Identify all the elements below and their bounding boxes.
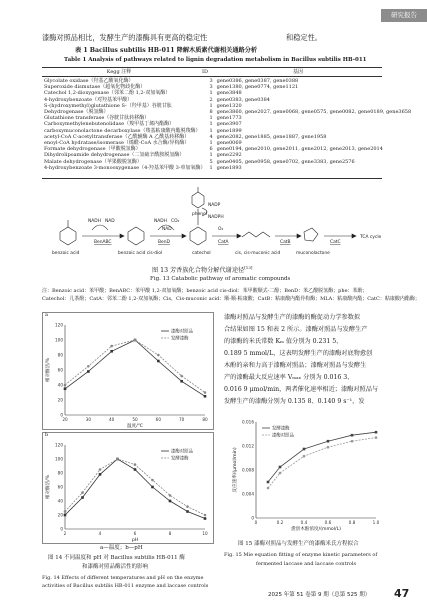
data-point bbox=[157, 354, 160, 357]
data-point bbox=[279, 466, 282, 469]
enzyme-label: CatC bbox=[330, 240, 341, 245]
compound-label: cis, cis-muconic acid bbox=[235, 251, 281, 256]
table1-cell-id: 1 bbox=[209, 127, 213, 134]
table1-cell-gene: gene3860, gene2027, gene0068, gene0575, gene0082, gene0189, gene3658 bbox=[216, 109, 412, 116]
y-tick-label: 0.012 bbox=[242, 443, 254, 449]
data-point bbox=[351, 440, 354, 443]
fig13-caption-cn bbox=[152, 264, 252, 274]
legend-label: 发酵漆酶 bbox=[171, 336, 189, 342]
data-point bbox=[157, 360, 160, 363]
data-point bbox=[87, 365, 90, 368]
table1-cell-kegg: Malate dehydrogenase（苹果酸脱氢酶） bbox=[44, 158, 142, 165]
catechol-ring bbox=[190, 227, 206, 245]
table1-cell-gene: gene0069 bbox=[216, 140, 242, 147]
data-point bbox=[303, 448, 306, 451]
table1-cell-id: 1 bbox=[209, 115, 213, 122]
fig14a-chart bbox=[42, 312, 214, 430]
compound-label: benzoic acid bbox=[52, 251, 80, 256]
legend-label: 漆酶对照品 bbox=[272, 433, 294, 439]
table1-cell-id: 3 bbox=[209, 78, 213, 84]
table1-cell-gene: gene1899 bbox=[216, 127, 242, 134]
muconolactone-ring bbox=[304, 228, 318, 241]
table1-cell-id: 1 bbox=[209, 90, 213, 97]
data-point bbox=[81, 496, 84, 499]
x-tick-label: 6 bbox=[133, 531, 137, 536]
table1-cell-id: 1 bbox=[209, 164, 213, 171]
x-tick-label: 10 bbox=[202, 531, 208, 536]
table1-cell-gene: gene1893 bbox=[216, 164, 242, 171]
table1-body bbox=[42, 78, 412, 171]
cofactor-label: NADP bbox=[208, 203, 221, 208]
data-point bbox=[180, 380, 183, 383]
x-tick-label: 40 bbox=[108, 417, 115, 422]
compound-label: benzoic acid cis-diol bbox=[118, 251, 163, 256]
table1-cell-kegg: Glycolate oxidase（羟基乙酸氧化酶） bbox=[44, 78, 134, 84]
journal-info: 2025 年第 51 卷第 9 期（总第 525 期） bbox=[268, 592, 371, 598]
data-point bbox=[99, 468, 102, 471]
y-axis-label: 相对酶活/% bbox=[46, 357, 51, 383]
series-line-1 bbox=[268, 438, 376, 488]
fig14a-svg bbox=[43, 313, 213, 429]
table1 bbox=[42, 69, 382, 75]
fig14b-chart bbox=[42, 432, 214, 544]
table1-cell-kegg: 4-hydroxybenzoate 3-monooxygenase（4-羟基苯甲酸 3-单加氧酶） bbox=[44, 164, 206, 171]
fig14-caption-en2: activities of Bacillus subtilis HB-011 enzyme and laccase controls bbox=[42, 583, 209, 589]
y-tick-label: 80 bbox=[57, 470, 63, 476]
data-point bbox=[351, 434, 354, 437]
table1-cell-gene: gene0405, gene0958, gene0702, gene3383, gene2576 bbox=[216, 158, 355, 165]
fig15-svg bbox=[230, 414, 382, 532]
cofactor-label: NADH bbox=[88, 219, 101, 224]
table1-cell-id: 8 bbox=[209, 109, 213, 116]
body-line: 漆酶对照品与发酵生产的漆酶的酶促动力学参数拟 bbox=[224, 314, 361, 321]
data-point bbox=[64, 510, 67, 513]
y-tick-label: 60 bbox=[57, 367, 63, 373]
fig15-caption-en: Fig. 15 Mie equation fitting of enzyme kinetic parameters of bbox=[224, 552, 378, 558]
data-point bbox=[134, 339, 137, 342]
x-tick-label: 0.6 bbox=[324, 520, 332, 525]
table1-cell-id: 1 bbox=[209, 121, 213, 128]
body-text bbox=[224, 312, 384, 408]
cofactor-label: NAD bbox=[162, 227, 172, 232]
data-point bbox=[375, 436, 378, 439]
y-axis-label: 相对酶活/% bbox=[46, 474, 51, 500]
data-point bbox=[169, 500, 172, 503]
table1-cell-id: 3 bbox=[209, 84, 213, 91]
x-axis-label: pH bbox=[131, 538, 139, 543]
data-point bbox=[64, 387, 67, 390]
x-tick-label: 50 bbox=[132, 417, 138, 422]
data-point bbox=[279, 472, 282, 475]
data-point bbox=[327, 446, 330, 449]
y-tick-label: 20 bbox=[57, 397, 63, 403]
x-tick-label: 70 bbox=[178, 417, 185, 422]
table1-cell-id: 5 bbox=[209, 158, 213, 165]
enzyme-label: CatB bbox=[280, 240, 291, 245]
data-point bbox=[116, 458, 119, 461]
y-tick-label: 120 bbox=[55, 322, 63, 328]
table1-cell-gene: gene0194, gene2010, gene2011, gene2012, gene2013, gene2014 bbox=[216, 146, 383, 153]
intro-text-right: 和稳定性。 bbox=[286, 33, 322, 42]
x-tick-label: 8 bbox=[168, 531, 172, 536]
compound-label: muconolactone bbox=[296, 251, 330, 256]
body-line: 产的漆酶最大反应速率 Vₘₐₓ 分别为 0.016 3、 bbox=[224, 374, 354, 381]
y-tick-label: 0.008 bbox=[242, 467, 254, 473]
data-point bbox=[64, 384, 67, 387]
x-tick-label: 20 bbox=[62, 417, 68, 422]
y-tick-label: 100 bbox=[55, 456, 63, 462]
table1-cell-id: 1 bbox=[209, 102, 213, 109]
x-axis-label: 温度/℃ bbox=[127, 424, 143, 429]
data-point bbox=[375, 431, 378, 434]
y-tick-label: 0 bbox=[251, 515, 254, 521]
body-line: 0.189 5 mmol/L，这表明发酵生产的漆酶对底物愈创 bbox=[224, 350, 373, 357]
table1-cell-kegg: 4-hydroxybenzoate（对羟基苯甲酸） bbox=[44, 96, 133, 103]
x-tick-label: 1.0 bbox=[372, 520, 380, 525]
compound-label: phenol bbox=[192, 212, 207, 217]
cofactor-label: NAD bbox=[105, 219, 115, 224]
table1-header-gene: 基因 bbox=[292, 69, 303, 75]
compound-label: catechol bbox=[192, 251, 211, 256]
table1-cell-kegg: Glutathione transferase（谷胱甘肽转移酶） bbox=[44, 115, 150, 122]
body-line: 的漆酶的米氏常数 Kₘ 值分别为 0.231 5、 bbox=[224, 338, 343, 345]
table1-cell-kegg: Dihydrolipoamide dehydrogenase（二氢硫辛酰胺脱氢酶） bbox=[44, 152, 185, 159]
x-tick-label: 4 bbox=[98, 531, 102, 536]
data-point bbox=[204, 514, 207, 517]
table1-cell-id: 1 bbox=[209, 140, 213, 147]
data-point bbox=[327, 440, 330, 443]
y-tick-label: 80 bbox=[57, 352, 63, 358]
x-tick-label: 0.2 bbox=[276, 520, 284, 525]
data-point bbox=[303, 455, 306, 458]
table1-cell-kegg: Catechol 1,2-dioxygenase（邻苯二酚 1,2-双加氧酶） bbox=[44, 90, 171, 97]
body-line: 木酚的亲和力高于漆酶对照品；漆酶对照品与发酵生 bbox=[224, 362, 367, 369]
muconic-acid-chain bbox=[242, 232, 270, 237]
series-line-0 bbox=[65, 459, 205, 519]
cofactor-label: CO₂ bbox=[171, 219, 180, 224]
body-line: 0.016 9 μmol/min，两者催化速率相近；漆酶对照品与 bbox=[224, 386, 379, 393]
enzyme-label: BenABC bbox=[94, 240, 112, 245]
fig14-caption-cn: 图 14 不同温度和 pH 对 Bacillus subtilis HB-011 酶 bbox=[48, 555, 185, 561]
table1-cell-gene: gene0383, gene0384 bbox=[216, 96, 270, 103]
fig13-note-1: 注：Benzoic acid：苯甲酸；BenABC：苯甲酸 1,2-双加氧酶；benzoic acid cis-diol：苯甲酸顺式-二醇；BenD：苯乙酸脱氢酶；phe：苯酚； bbox=[42, 288, 368, 294]
y-tick-label: 100 bbox=[55, 337, 63, 343]
phenol-ring bbox=[192, 192, 204, 208]
legend-label: 漆酶对照品 bbox=[171, 449, 193, 455]
data-point bbox=[186, 505, 189, 508]
x-tick-label: 0.8 bbox=[348, 520, 356, 525]
table1-header-kegg: Kegg 注释 bbox=[106, 69, 132, 75]
data-point bbox=[110, 345, 113, 348]
table1-cell-kegg: enoyl-CoA hydratase/isomerase（烯酰-CoA 水合酶/异构酶） bbox=[44, 140, 190, 147]
section-badge: 研究报告 bbox=[381, 9, 427, 22]
page-number: 47 bbox=[394, 587, 410, 600]
data-point bbox=[99, 473, 102, 476]
table1-cell-id: 2 bbox=[209, 96, 213, 103]
x-tick-label: 0 bbox=[254, 520, 258, 525]
table1-cell-id: 6 bbox=[209, 146, 213, 153]
pathway-diagram bbox=[42, 182, 392, 260]
data-point bbox=[267, 487, 270, 490]
data-point bbox=[267, 481, 270, 484]
data-point bbox=[186, 510, 189, 513]
data-point bbox=[169, 494, 172, 497]
table1-cell-gene: gene0386, gene0387, gene0388 bbox=[216, 78, 299, 84]
series-line-1 bbox=[65, 459, 205, 515]
y-axis-label: 反应速率/(μmol/min) bbox=[233, 447, 238, 493]
table1-header-rule bbox=[42, 76, 382, 77]
table1-cell-gene: gene1773 bbox=[216, 115, 242, 122]
cofactor-label: NADH bbox=[154, 219, 167, 224]
data-point bbox=[87, 370, 90, 373]
table1-cell-id: 1 bbox=[209, 152, 213, 159]
data-point bbox=[204, 391, 207, 394]
x-axis-label: 愈创木酚浓度/(mmol/L) bbox=[291, 527, 341, 532]
table1-cell-kegg: Carboxymethylenebutenolidase（羧甲基丁烯内酯酶） bbox=[44, 121, 175, 128]
data-point bbox=[134, 463, 137, 466]
y-tick-label: 120 bbox=[55, 442, 63, 448]
table1-header-row bbox=[42, 69, 382, 75]
fig13-note-2: Catechol：儿茶酚；CatA：邻苯二酚 1,2-双加氧酶；Cis，Cis-muconic acid：顺-顺-粘康酸；CatB：粘康酸内酯异构酶；MLA：粘康酸内酯；CatC：粘康酸内酯酶； bbox=[42, 296, 420, 302]
y-tick-label: 40 bbox=[57, 498, 63, 504]
body-line: 合结果如图 15 和表 2 所示。漆酶对照品与发酵生产 bbox=[224, 326, 368, 333]
table1-title-en: Table 1 Analysis of pathways related to lignin degradation metabolism in Bacillus subtilis HB-011 bbox=[64, 57, 367, 63]
enzyme-label: BenD bbox=[158, 240, 170, 245]
table1-cell-kegg: Formate dehydrogenase（甲酸脱氢酶） bbox=[44, 146, 141, 153]
table1-row bbox=[42, 165, 413, 171]
data-point bbox=[134, 468, 137, 471]
data-point bbox=[81, 491, 84, 494]
data-point bbox=[110, 350, 113, 353]
fig15-chart bbox=[230, 414, 382, 532]
table1-cell-kegg: Dehydrogenase（脱氢酶） bbox=[44, 109, 109, 116]
table1-header-id: ID bbox=[202, 69, 208, 75]
table1-cell-id: 4 bbox=[209, 133, 213, 140]
table1-top-rule bbox=[42, 67, 382, 68]
cofactor-label: NADPH bbox=[208, 215, 224, 220]
table1-title-cn: 表 1 Bacillus subtilis HB-011 降解木质素代谢相关通路分析 bbox=[75, 47, 258, 54]
fig14b-svg bbox=[43, 433, 213, 543]
data-point bbox=[151, 479, 154, 482]
x-tick-label: 0.4 bbox=[300, 520, 308, 525]
fig15-caption-en2: fermented laccase and laccase controls bbox=[256, 561, 357, 567]
table1-cell-gene: gene1320 bbox=[216, 102, 242, 109]
legend-label: 发酵漆酶 bbox=[171, 456, 189, 462]
legend-label: 漆酶对照品 bbox=[171, 329, 193, 335]
fig14b-panel-label: b bbox=[45, 432, 49, 438]
data-point bbox=[180, 375, 183, 378]
intro-text-left: 漆酶对照品相比，发酵生产的漆酶具有更高的稳定性 bbox=[42, 33, 208, 42]
table1-cell-gene: gene1380, gene0774, gene1121 bbox=[216, 84, 299, 91]
fig14-caption-en: Fig. 14 Effects of different temperatures and pH on the enzyme bbox=[42, 575, 204, 581]
y-tick-label: 20 bbox=[57, 512, 63, 518]
fig13-caption-en: Fig. 13 Catabolic pathway of aromatic compounds bbox=[150, 276, 291, 282]
fig13-caption-cn-text: 图 13 芳香族化合物分解代谢途径 bbox=[152, 267, 245, 275]
data-point bbox=[204, 517, 207, 520]
y-tick-label: 0.016 bbox=[242, 419, 254, 425]
data-point bbox=[64, 514, 67, 517]
legend-label: 发酵漆酶 bbox=[272, 426, 290, 432]
x-tick-label: 60 bbox=[155, 417, 162, 422]
series-line-1 bbox=[65, 340, 205, 393]
x-tick-label: 2 bbox=[63, 531, 67, 536]
table1-cell-gene: gene2082, gene1885, gene1887, gene1958 bbox=[216, 133, 327, 140]
y-tick-label: 60 bbox=[57, 484, 63, 490]
table1-cell-gene: gene3907 bbox=[216, 121, 242, 128]
tca-cycle-label: TCA cycle bbox=[360, 235, 382, 240]
diol-ring bbox=[128, 227, 144, 245]
table1-cell-kegg: Superoxide dismutase（超氧化物歧化酶） bbox=[44, 84, 146, 91]
y-tick-label: 0 bbox=[60, 526, 63, 532]
table1-cell-gene: gene3848 bbox=[216, 90, 242, 97]
data-point bbox=[151, 486, 154, 489]
benzoic-acid-ring bbox=[60, 227, 76, 245]
enzyme-label: CatA bbox=[218, 240, 229, 245]
body-line: 发酵生产的漆酶分别为 0.135 8、0.140 9 s⁻¹，发 bbox=[224, 398, 365, 405]
y-tick-label: 0 bbox=[60, 412, 63, 418]
x-tick-label: 80 bbox=[202, 417, 208, 422]
x-tick-label: 30 bbox=[85, 417, 92, 422]
y-tick-label: 40 bbox=[57, 382, 63, 388]
table1-bottom-rule bbox=[42, 178, 382, 179]
table1-cell-kegg: S-(hydroxymethyl)glutathione S-（羟甲基）谷胱甘肽 bbox=[44, 102, 172, 109]
fig13-caption-ref: [13] bbox=[244, 265, 253, 270]
fig14-caption-cn2: 和漆酶对照品酶活性的影响 bbox=[82, 564, 149, 570]
cofactor-label: O₂ bbox=[218, 227, 224, 232]
fig14-caption-sub: a—温度；b—pH bbox=[100, 545, 143, 551]
y-tick-label: 0.004 bbox=[242, 491, 254, 497]
table1-cell-kegg: acetyl-CoA C-acetyltransferase（乙酰辅酶 A 乙酰基转移酶） bbox=[44, 133, 190, 140]
table1-cell-kegg: carboxymuconolactone decarboxylase（羧基粘康酸内酯脱羧酶） bbox=[44, 127, 201, 134]
fig15-caption-cn: 图 15 漆酶对照品与发酵生产的漆酶米氏方程拟合 bbox=[238, 541, 359, 547]
fig14a-panel-label: a bbox=[45, 312, 48, 318]
data-point bbox=[204, 395, 207, 398]
table1-cell-gene: gene2292 bbox=[216, 152, 242, 159]
